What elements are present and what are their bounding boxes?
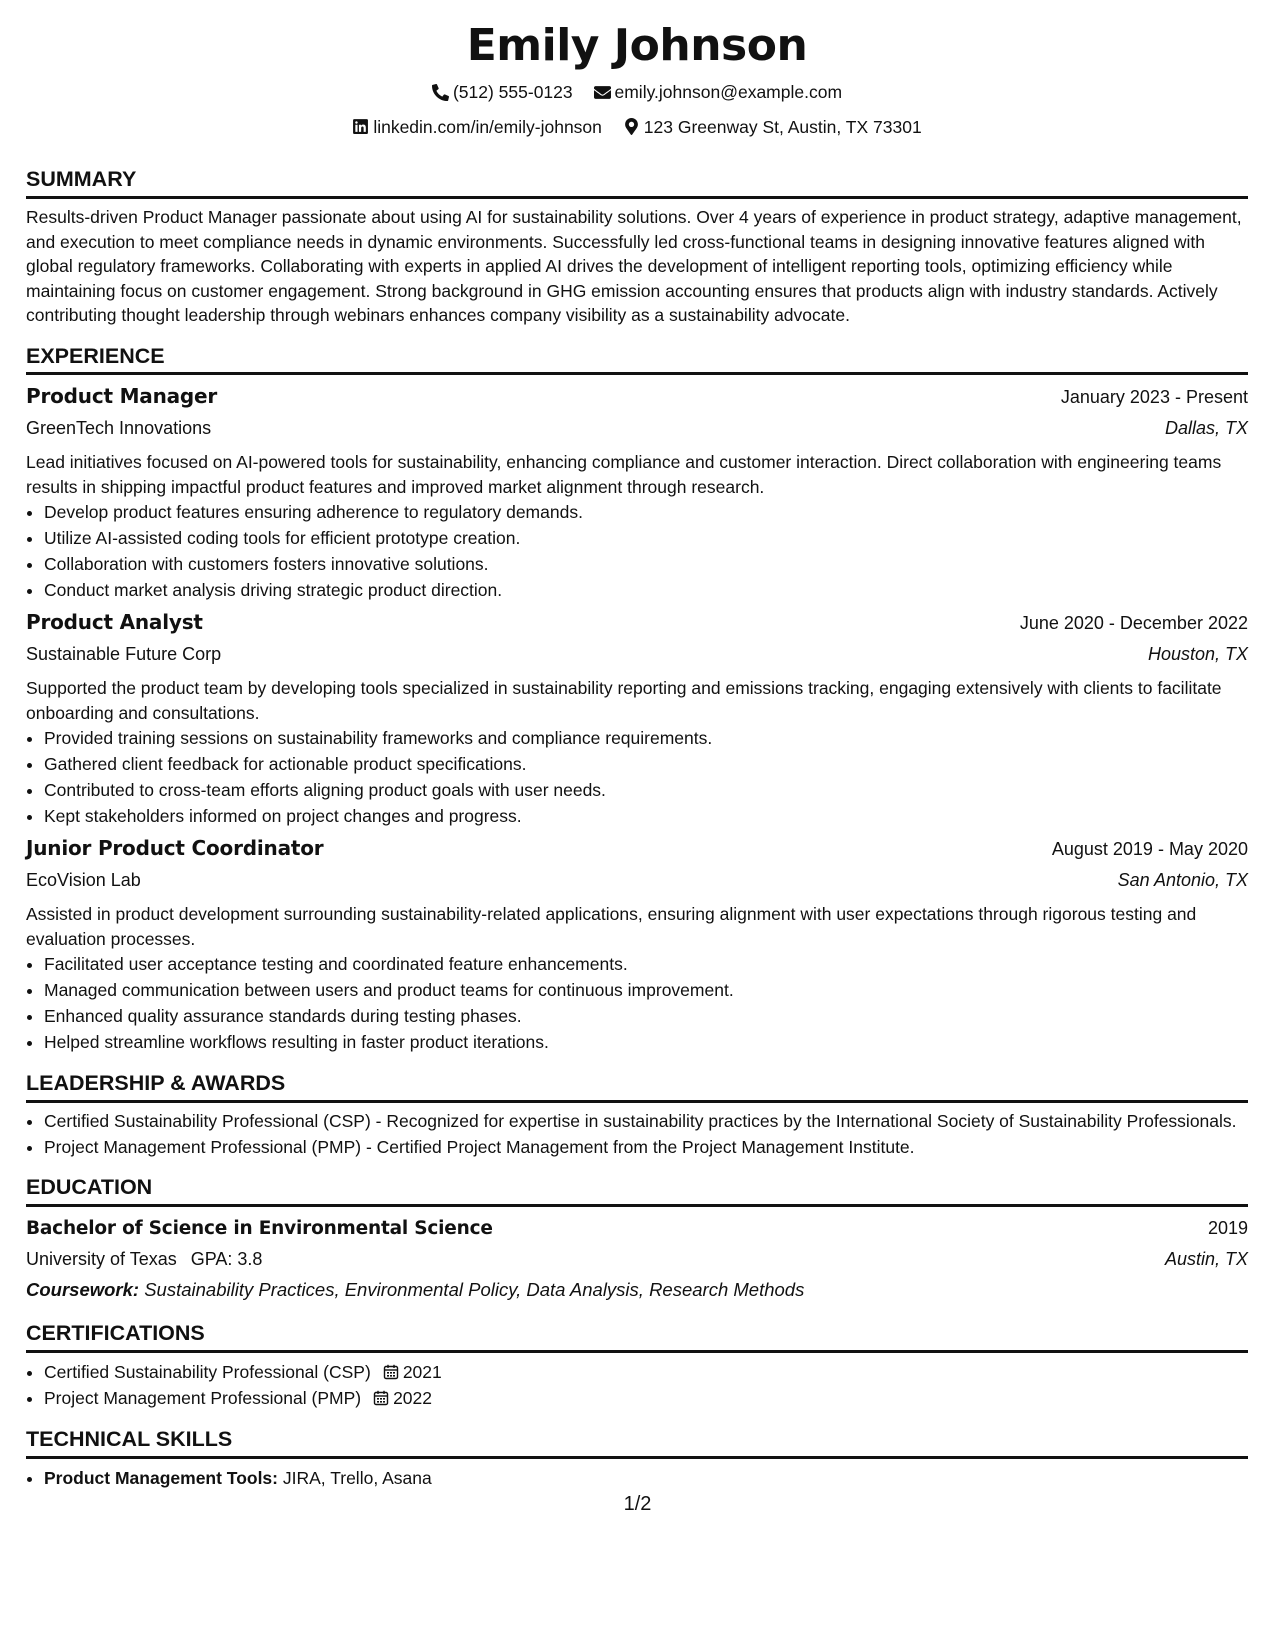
contact-line-1 — [26, 76, 1248, 111]
bullet-item: • Managed communication between users and product teams for continuous improvement. — [44, 977, 1248, 1003]
page-number: 1/2 — [623, 1493, 652, 1515]
company-name: Sustainable Future Corp — [26, 644, 222, 665]
job-dates: August 2019 - May 2020 — [1051, 839, 1248, 860]
certifications-section — [26, 1321, 1248, 1411]
phone-icon — [432, 84, 449, 101]
company-name: GreenTech Innovations — [26, 418, 212, 439]
certification-year: 2021 — [402, 1361, 442, 1382]
resume-header — [26, 22, 1248, 145]
coursework — [26, 1275, 1248, 1305]
education-section — [26, 1175, 1248, 1305]
school-name: University of Texas — [26, 1249, 177, 1270]
job-description: Assisted in product development surrounding sustainability-related applications, ensuring alignment with user expectations through rigorous testing and evaluation processes. — [26, 904, 1197, 949]
phone-text: (512) 555-0123 — [452, 82, 573, 103]
certifications-list — [26, 1359, 1248, 1411]
email-contact[interactable] — [594, 76, 843, 108]
calendar-icon — [373, 1390, 389, 1406]
skills-heading: TECHNICAL SKILLS — [26, 1427, 1248, 1459]
job-dates: June 2020 - December 2022 — [1019, 613, 1248, 634]
address-contact — [623, 111, 922, 143]
map-marker-icon — [623, 118, 640, 135]
linkedin-icon — [352, 118, 369, 135]
job-title: Junior Product Coordinator — [26, 836, 324, 861]
certification-item — [44, 1385, 1248, 1411]
bullet-item: • Facilitated user acceptance testing and coordinated feature enhancements. — [44, 951, 1248, 977]
job-location: Dallas, TX — [1164, 418, 1248, 439]
bullet-item: • Enhanced quality assurance standards during testing phases. — [44, 1003, 1248, 1029]
job-title: Product Analyst — [26, 610, 203, 635]
skill-category: Product Management Tools: — [44, 1467, 278, 1488]
experience-section — [26, 344, 1248, 1056]
school-location: Austin, TX — [1164, 1249, 1248, 1270]
contact-line-2 — [26, 111, 1248, 146]
job-bullets — [26, 951, 1248, 1055]
experience-entry — [26, 607, 1248, 829]
award-item: • Project Management Professional (PMP) - Certified Project Management from the Project Management Institute. — [44, 1135, 1248, 1160]
skills-section — [26, 1427, 1248, 1491]
bullet-item: • Develop product features ensuring adherence to regulatory demands. — [44, 499, 1248, 525]
company-name: EcoVision Lab — [26, 870, 141, 891]
certification-name: • Project Management Professional (PMP) — [44, 1387, 362, 1408]
skills-list — [26, 1465, 1248, 1491]
degree-name: Bachelor of Science in Environmental Science — [26, 1218, 493, 1240]
job-dates: January 2023 - Present — [1060, 387, 1248, 408]
email-text[interactable]: emily.johnson@example.com — [614, 82, 843, 103]
bullet-item: • Conduct market analysis driving strategic product direction. — [44, 577, 1248, 603]
certification-name: • Certified Sustainability Professional (CSP) — [44, 1361, 371, 1382]
bullet-item: • Collaboration with customers fosters innovative solutions. — [44, 551, 1248, 577]
certifications-heading: CERTIFICATIONS — [26, 1321, 1248, 1353]
phone-contact — [432, 76, 573, 108]
address-text: 123 Greenway St, Austin, TX 73301 — [643, 116, 922, 137]
job-location: San Antonio, TX — [1117, 870, 1248, 891]
candidate-name: Emily Johnson — [466, 20, 808, 71]
job-bullets — [26, 725, 1248, 829]
job-bullets — [26, 499, 1248, 603]
skill-values: JIRA, Trello, Asana — [282, 1467, 432, 1488]
job-title: Product Manager — [26, 384, 218, 409]
leadership-section — [26, 1071, 1248, 1159]
skill-item — [44, 1465, 1248, 1491]
envelope-icon — [594, 84, 611, 101]
job-description: Lead initiatives focused on AI-powered tools for sustainability, enhancing compliance and customer interaction. Direct collaboration with engineering teams results in shipping impactful product features and improved market alignment through research. — [26, 452, 1222, 497]
linkedin-text[interactable]: linkedin.com/in/emily-johnson — [373, 116, 602, 137]
experience-heading: EXPERIENCE — [26, 344, 1248, 376]
job-location: Houston, TX — [1147, 644, 1248, 665]
leadership-heading: LEADERSHIP & AWARDS — [26, 1071, 1248, 1103]
certification-date — [373, 1385, 432, 1411]
gpa: GPA: 3.8 — [190, 1249, 263, 1270]
linkedin-contact[interactable] — [352, 111, 602, 143]
bullet-item: • Provided training sessions on sustainability frameworks and compliance requirements. — [44, 725, 1248, 751]
certification-date — [383, 1359, 442, 1385]
summary-section — [26, 167, 1248, 327]
resume-page — [26, 18, 1248, 1491]
certification-item — [44, 1359, 1248, 1385]
coursework-list: Sustainability Practices, Environmental Policy, Data Analysis, Research Methods — [144, 1279, 805, 1301]
bullet-item: • Helped streamline workflows resulting in faster product iterations. — [44, 1029, 1248, 1055]
award-item: • Certified Sustainability Professional (CSP) - Recognized for expertise in sustainability practices by the International Society of Sustainability Professionals. — [44, 1109, 1248, 1134]
experience-entry — [26, 833, 1248, 1055]
calendar-icon — [383, 1364, 399, 1380]
certification-year: 2022 — [393, 1387, 433, 1408]
bullet-item: • Kept stakeholders informed on project changes and progress. — [44, 803, 1248, 829]
job-description: Supported the product team by developing tools specialized in sustainability reporting and emissions tracking, engaging extensively with clients to facilitate onboarding and consultations. — [26, 678, 1222, 723]
summary-heading: SUMMARY — [26, 167, 1248, 199]
bullet-item: • Gathered client feedback for actionable product specifications. — [44, 751, 1248, 777]
education-heading: EDUCATION — [26, 1175, 1248, 1207]
summary-text: Results-driven Product Manager passionate about using AI for sustainability solutions. Over 4 years of experience in product strategy, adaptive management, and execution to meet compliance needs in dynamic environments. Successfully led cross-functional teams in designing innovative features aligned with global regulatory frameworks. Collaborating with experts in applied AI drives the development of intelligent reporting tools, optimizing efficiency while maintaining focus on customer engagement. Strong background in GHG emission accounting ensures that products align with industry standards. Actively contributing thought leadership through webinars enhances company visibility as a sustainability advocate. — [26, 207, 1242, 326]
bullet-item: • Utilize AI-assisted coding tools for efficient prototype creation. — [44, 525, 1248, 551]
experience-entry — [26, 381, 1248, 603]
coursework-label: Coursework: — [26, 1279, 140, 1301]
awards-list — [26, 1109, 1248, 1159]
bullet-item: • Contributed to cross-team efforts aligning product goals with user needs. — [44, 777, 1248, 803]
graduation-year: 2019 — [1207, 1218, 1248, 1239]
school-info — [26, 1244, 262, 1275]
